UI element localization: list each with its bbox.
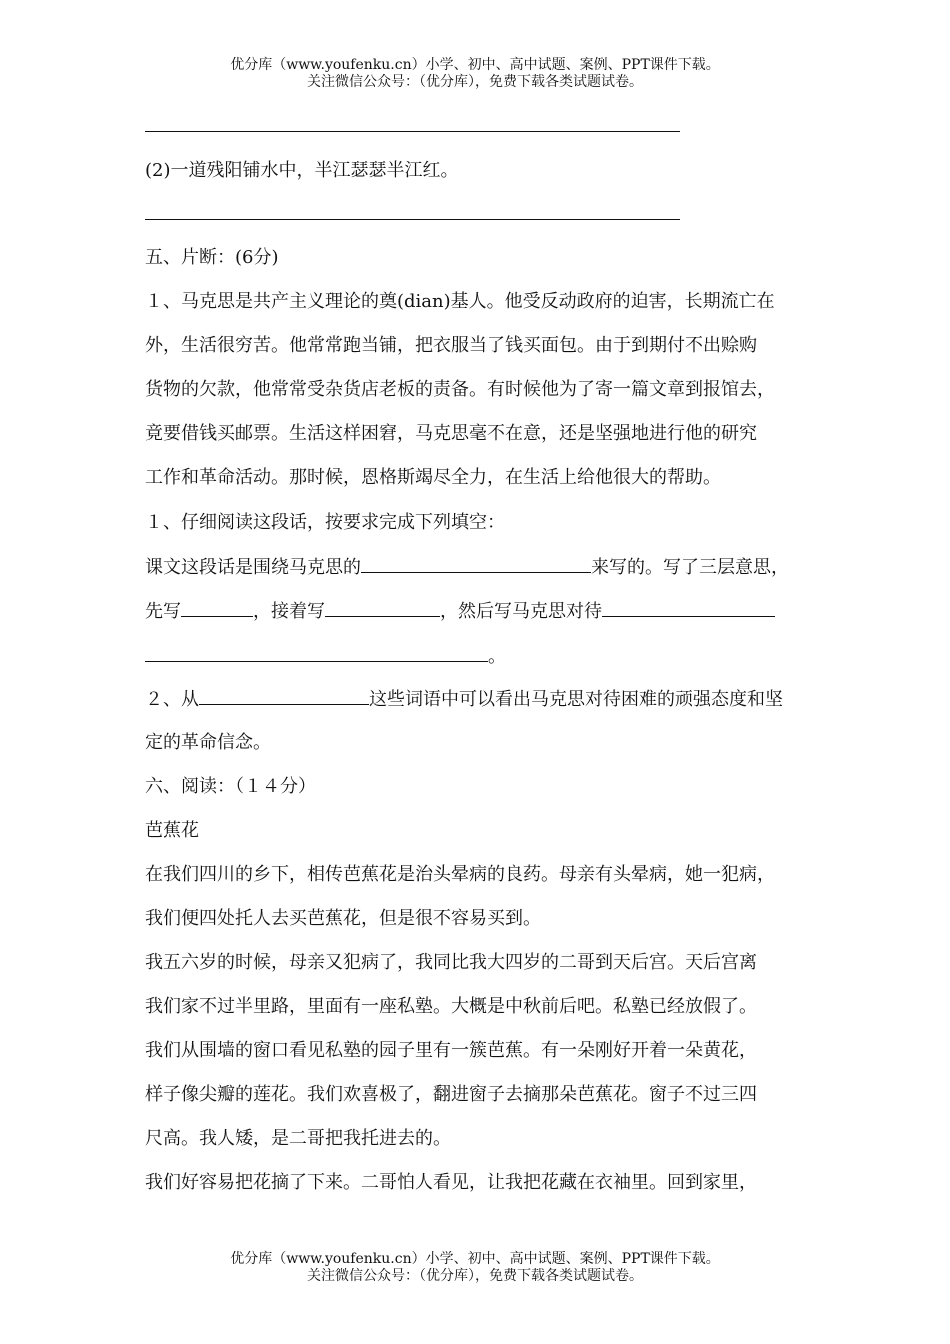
question-1-title: １、仔细阅读这段话，按要求完成下列填空：: [145, 512, 505, 533]
article-line: 我们家不过半里路，里面有一座私塾。大概是中秋前后吧。私塾已经放假了。: [145, 996, 757, 1017]
header-line-2: 关注微信公众号：（优分库），免费下载各类试题试卷。: [307, 74, 643, 90]
section-6-title: 六、阅读：（１４分）: [145, 776, 316, 797]
article-line: 我们从围墙的窗口看见私塾的园子里有一簇芭蕉。有一朵刚好开着一朵黄花，: [145, 1040, 757, 1061]
q2-suffix: 这些词语中可以看出马克思对待困难的顽强态度和坚: [369, 689, 783, 710]
article-line: 样子像尖瓣的莲花。我们欢喜极了，翻进窗子去摘那朵芭蕉花。窗子不过三四: [145, 1084, 757, 1105]
header-line-1: 优分库（www.youfenku.cn）小学、初中、高中试题、案例、PPT课件下载。: [230, 57, 720, 73]
article-line: 我们便四处托人去买芭蕉花，但是很不容易买到。: [145, 908, 541, 929]
q1-a-prefix: 课文这段话是围绕马克思的: [145, 557, 361, 578]
page-footer: [0, 1251, 950, 1285]
answer-line: [145, 219, 680, 220]
q1-b-next: ，接着写: [253, 601, 325, 622]
passage-line: 外，生活很穷苦。他常常跑当铺，把衣服当了钱买面包。由于到期付不出赊购: [145, 335, 757, 356]
fill-blank[interactable]: [145, 645, 488, 662]
article-line: 我五六岁的时候，母亲又犯病了，我同比我大四岁的二哥到天后宫。天后宫离: [145, 952, 757, 973]
question-1-line-c: [145, 645, 506, 668]
question-2-line-1: [145, 688, 783, 711]
passage-line: １、马克思是共产主义理论的奠(dian)基人。他受反动政府的迫害，长期流亡在: [145, 291, 775, 312]
passage-line: 竟要借钱买邮票。生活这样困窘，马克思毫不在意，还是坚强地进行他的研究: [145, 423, 757, 444]
question-1-line-a: [145, 556, 789, 579]
passage-line: 货物的欠款，他常常受杂货店老板的责备。有时候他为了寄一篇文章到报馆去，: [145, 379, 775, 400]
article-line: 在我们四川的乡下，相传芭蕉花是治头晕病的良药。母亲有头晕病，她一犯病，: [145, 864, 775, 885]
q1-a-suffix: 来写的。写了三层意思，: [591, 557, 789, 578]
fill-blank[interactable]: [325, 600, 440, 617]
fill-blank[interactable]: [199, 688, 369, 705]
question-4-item-2: (2)一道残阳铺水中，半江瑟瑟半江红。: [145, 160, 459, 181]
fill-blank[interactable]: [602, 600, 775, 617]
article-title: 芭蕉花: [145, 820, 199, 841]
question-1-line-b: [145, 600, 775, 623]
article-line: 尺高。我人矮，是二哥把我托进去的。: [145, 1128, 451, 1149]
footer-line-2: 关注微信公众号：（优分库），免费下载各类试题试卷。: [307, 1268, 643, 1284]
q2-prefix: ２、从: [145, 689, 199, 710]
fill-blank[interactable]: [181, 600, 253, 617]
answer-line: [145, 131, 680, 132]
fill-blank[interactable]: [361, 556, 591, 573]
q1-b-first: 先写: [145, 601, 181, 622]
question-2-line-2: 定的革命信念。: [145, 732, 271, 753]
article-line: 我们好容易把花摘了下来。二哥怕人看见，让我把花藏在衣袖里。回到家里，: [145, 1172, 757, 1193]
page-header: [0, 57, 950, 91]
q1-b-then: ，然后写马克思对待: [440, 601, 602, 622]
section-5-title: 五、片断：(6分): [145, 247, 279, 268]
passage-line: 工作和革命活动。那时候，恩格斯竭尽全力，在生活上给他很大的帮助。: [145, 467, 721, 488]
footer-line-1: 优分库（www.youfenku.cn）小学、初中、高中试题、案例、PPT课件下载。: [230, 1251, 720, 1267]
q1-c-end: 。: [488, 646, 506, 667]
